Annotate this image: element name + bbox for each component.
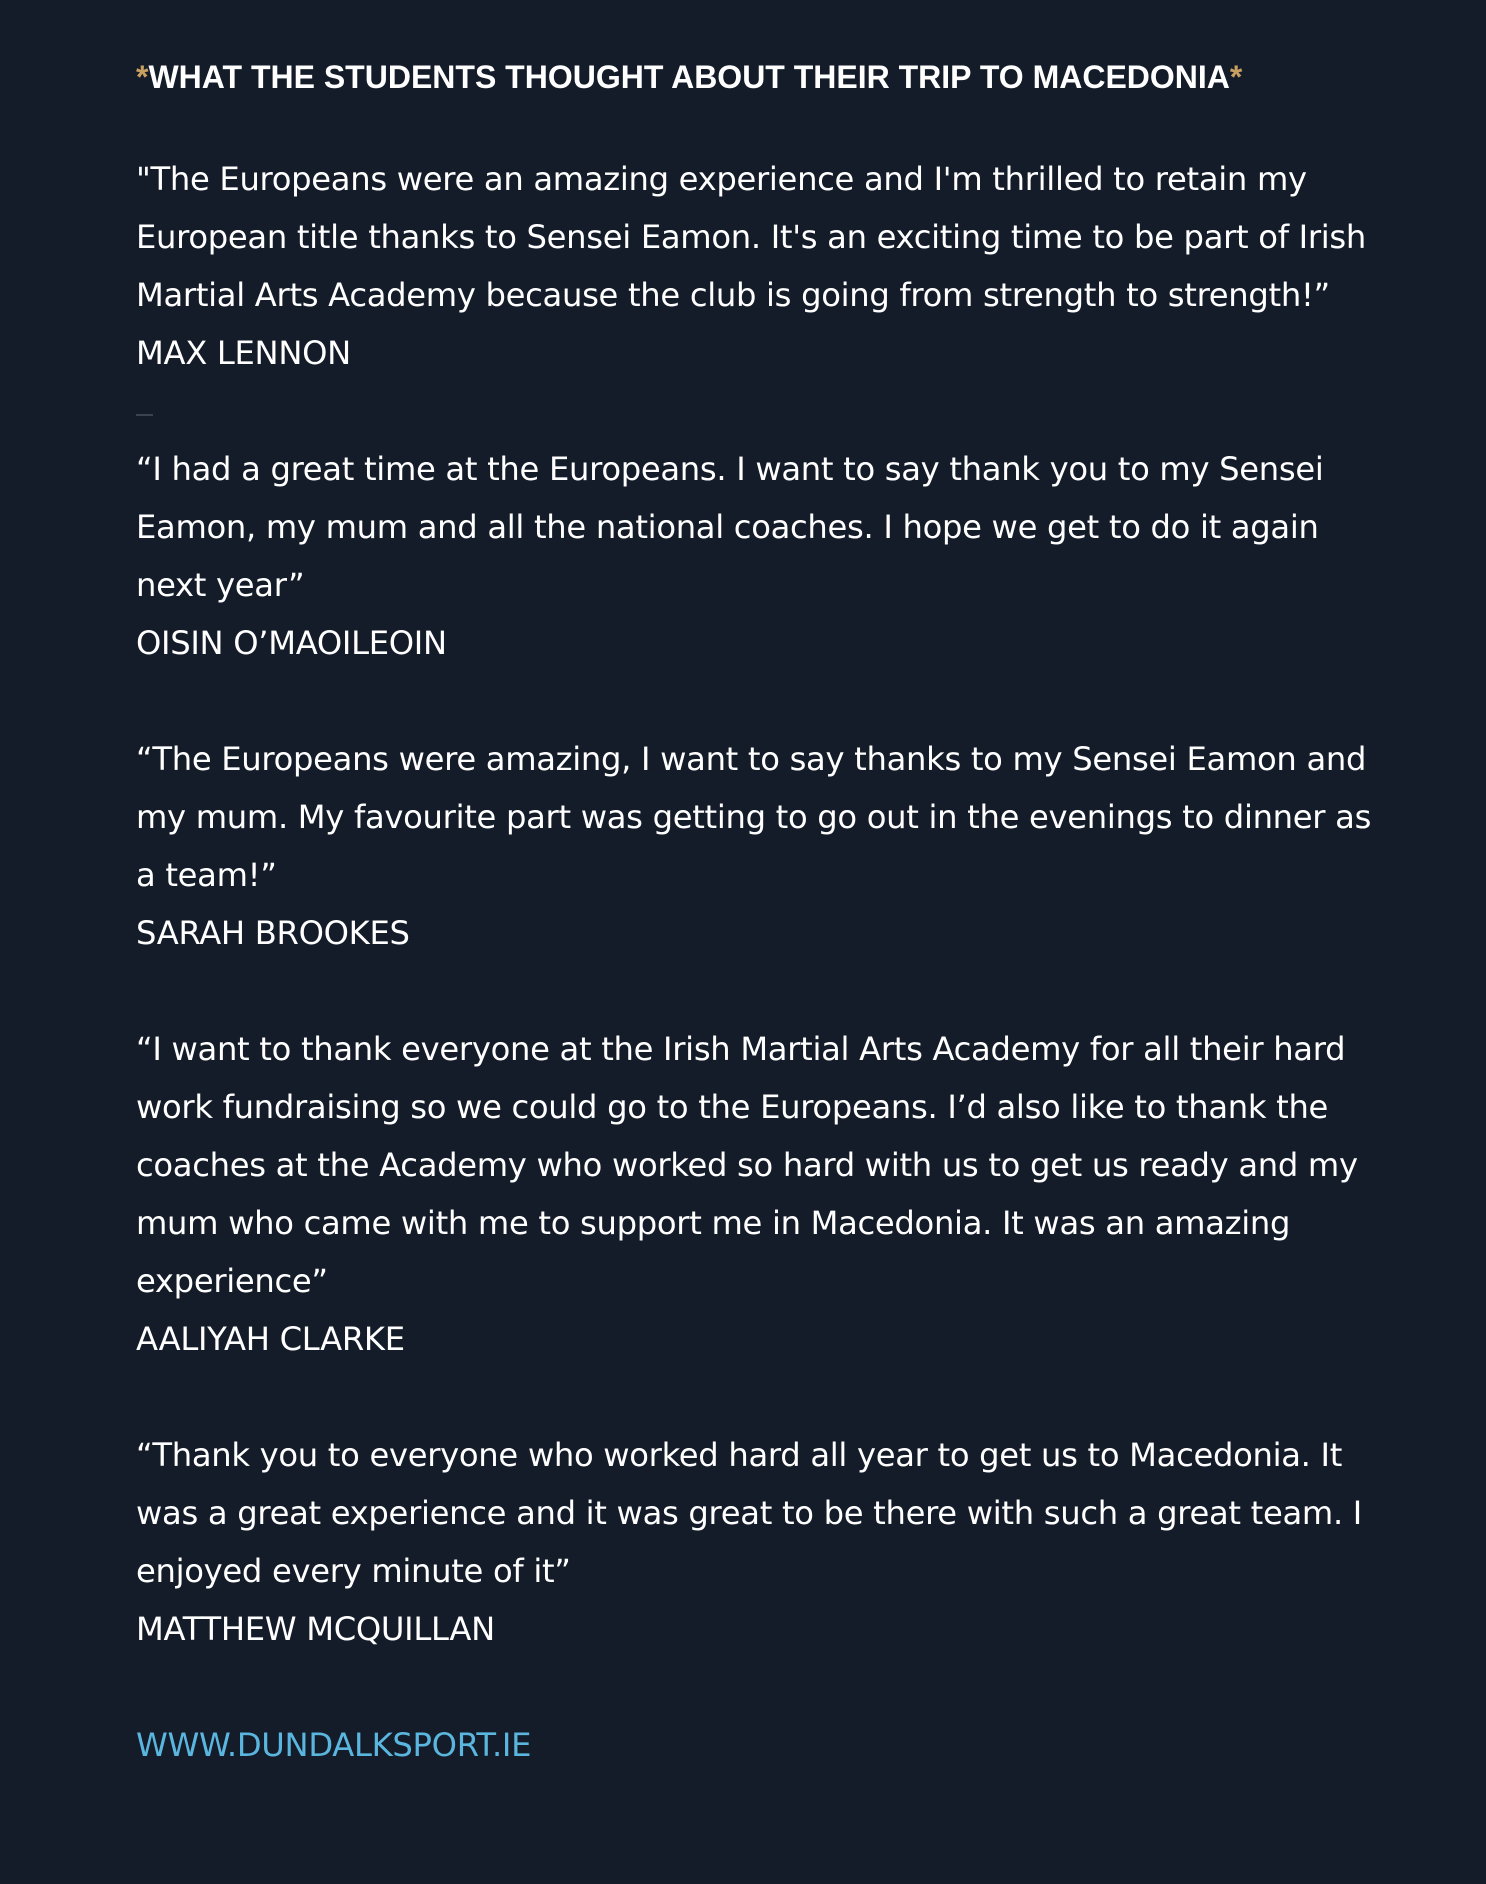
testimonial — [136, 730, 1386, 962]
testimonial — [136, 150, 1386, 382]
testimonial-quote: “I had a great time at the Europeans. I want to say thank you to my Sensei Eamon, my mum and all the national coaches. I hope we get to do it again next year” — [136, 450, 1324, 604]
spacer — [136, 1368, 1386, 1426]
website-link[interactable]: WWW.DUNDALKSPORT.IE — [136, 1726, 532, 1764]
divider-dash — [136, 414, 153, 416]
testimonial — [136, 1020, 1386, 1368]
section-divider — [136, 382, 1386, 440]
testimonial-author: OISIN O’MAOILEOIN — [136, 624, 447, 662]
testimonial-quote: “I want to thank everyone at the Irish Martial Arts Academy for all their hard work fundraising so we could go to the Europeans. I’d also like to thank the coaches at the Academy who worked so hard with us to get us ready and my mum who came with me to support me in Macedonia. It was an amazing experience” — [136, 1030, 1358, 1300]
testimonial-quote: “The Europeans were amazing, I want to say thanks to my Sensei Eamon and my mum. My favourite part was getting to go out in the evenings to dinner as a team!” — [136, 740, 1372, 894]
spacer — [136, 102, 1386, 150]
spacer — [136, 672, 1386, 730]
testimonial-author: MATTHEW MCQUILLAN — [136, 1610, 495, 1648]
testimonial — [136, 1426, 1386, 1658]
testimonial-quote: "The Europeans were an amazing experience and I'm thrilled to retain my European title thanks to Sensei Eamon. It's an exciting time to be part of Irish Martial Arts Academy because the club is going from strength to strength!” — [136, 160, 1366, 314]
heading-star-left: * — [136, 59, 149, 95]
testimonial-quote: “Thank you to everyone who worked hard all year to get us to Macedonia. It was a great experience and it was great to be there with such a great team. I enjoyed every minute of it” — [136, 1436, 1363, 1590]
testimonial-author: AALIYAH CLARKE — [136, 1320, 405, 1358]
spacer — [136, 962, 1386, 1020]
heading-star-right: * — [1229, 59, 1243, 95]
page-heading — [136, 52, 1386, 102]
testimonial-author: SARAH BROOKES — [136, 914, 410, 952]
testimonial-author: MAX LENNON — [136, 334, 351, 372]
testimonial — [136, 440, 1386, 672]
heading-text: WHAT THE STUDENTS THOUGHT ABOUT THEIR TRIP TO MACEDONIA — [148, 59, 1230, 95]
spacer — [136, 1658, 1386, 1716]
